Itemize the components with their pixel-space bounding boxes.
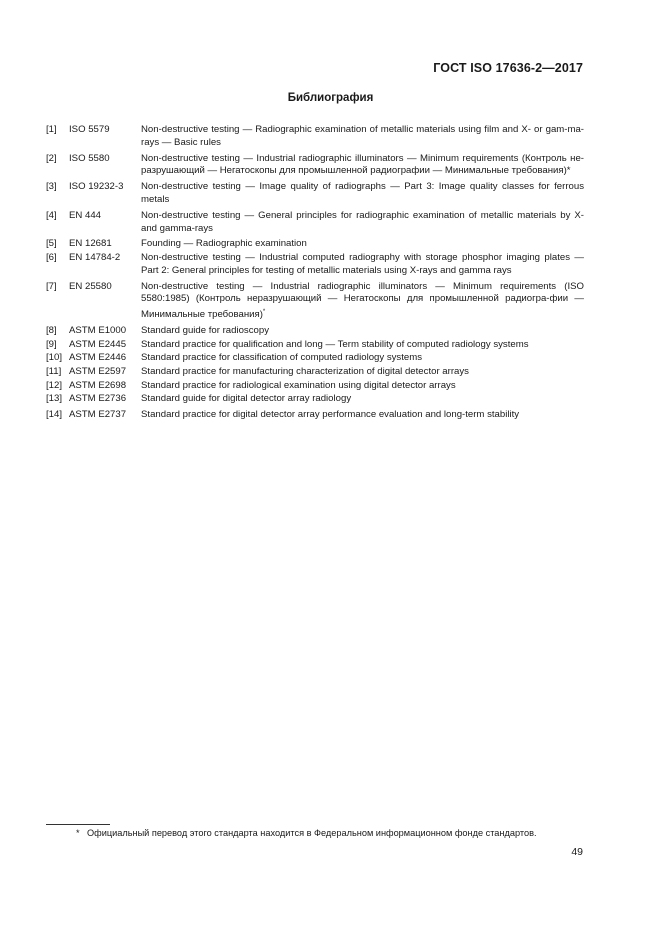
bibliography-entry-2 <box>46 153 584 179</box>
entry-code: EN 25580 <box>69 280 112 292</box>
entry-text: Non-destructive testing — Image quality of radiographs — Part 3: Image quality classes for ferrous metals <box>141 181 584 205</box>
entry-text: Standard guide for digital detector array radiology <box>141 393 352 405</box>
entry-text: Standard guide for radioscopy <box>141 325 269 337</box>
entry-text: Standard practice for classification of computed radiology systems <box>141 352 423 364</box>
bibliography-entry-7 <box>46 281 584 323</box>
entry-number: [4] <box>46 209 57 221</box>
bibliography-entry-1 <box>46 124 584 150</box>
entry-text: Standard practice for manufacturing characterization of digital detector arrays <box>141 365 469 377</box>
bibliography-entry-3 <box>46 181 584 207</box>
entry-code: ASTM E2698 <box>69 379 127 391</box>
footnote <box>76 828 537 838</box>
entry-text: Standard practice for qualification and long — Term stability of computed radiology systems <box>141 338 529 350</box>
entry-code: ISO 19232-3 <box>69 181 124 193</box>
footnote-mark: * <box>76 828 80 838</box>
entry-code: EN 14784-2 <box>69 251 121 263</box>
entry-number: [1] <box>46 124 57 135</box>
entry-code: EN 12681 <box>69 238 112 250</box>
entry-number: [12] <box>46 379 63 391</box>
entry-code: ASTM E2446 <box>69 352 127 364</box>
bibliography-list <box>46 124 584 425</box>
bibliography-entry-14 <box>46 409 584 422</box>
entry-text: Standard practice for digital detector array performance evaluation and long-term stability <box>141 408 520 420</box>
bibliography-entry-4 <box>46 210 584 236</box>
entry-number: [14] <box>46 408 63 420</box>
footnote-text: Официальный перевод этого стандарта находится в Федеральном информационном фонде стандартов. <box>87 828 537 838</box>
bibliography-entry-9 <box>46 339 584 352</box>
entry-number: [8] <box>46 325 57 337</box>
entry-number: [2] <box>46 152 57 164</box>
entry-code: ASTM E2737 <box>69 408 127 420</box>
bibliography-entry-8 <box>46 325 584 338</box>
document-id-header: ГОСТ ISO 17636-2—2017 <box>433 61 583 75</box>
entry-code: ASTM E1000 <box>69 325 127 337</box>
entry-code: EN 444 <box>69 209 101 221</box>
bibliography-entry-12 <box>46 380 584 393</box>
entry-text: Standard practice for radiological examination using digital detector arrays <box>141 379 456 391</box>
bibliography-entry-13 <box>46 393 584 406</box>
entry-text: Founding — Radiographic examination <box>141 238 307 250</box>
bibliography-entry-10 <box>46 352 584 365</box>
entry-number: [9] <box>46 338 57 350</box>
entry-number: [3] <box>46 181 57 193</box>
bibliography-entry-6 <box>46 252 584 278</box>
entry-code: ISO 5580 <box>69 152 110 164</box>
entry-text <box>141 281 584 323</box>
entry-code: ASTM E2736 <box>69 393 127 405</box>
footnote-divider <box>46 824 110 825</box>
entry-code: ISO 5579 <box>69 124 110 135</box>
bibliography-title: Библиография <box>287 92 374 104</box>
entry-text-body: Non-destructive testing — Industrial radiographic illuminators — Minimum requirements (ISO 5580:1985) (Контроль неразрушающий — Негатоскопы для промышленной радиогра-фии — Минимальные требования) <box>141 280 584 321</box>
page-number: 49 <box>571 846 583 858</box>
entry-number: [13] <box>46 393 63 405</box>
bibliography-entry-5 <box>46 238 584 251</box>
entry-number: [7] <box>46 280 57 292</box>
entry-number: [10] <box>46 352 63 364</box>
entry-text: Non-destructive testing — Industrial radiographic illuminators — Minimum requirements (Контроль не-разрушающий — Негатоскопы для промышленной радиографии — Минимальные требования)* <box>141 152 584 177</box>
entry-code: ASTM E2445 <box>69 338 127 350</box>
footnote-reference-mark: * <box>262 309 266 316</box>
entry-text: Non-destructive testing — Radiographic examination of metallic materials using film and X- or gam-ma-rays — Basic rules <box>141 124 584 148</box>
bibliography-entry-11 <box>46 366 584 379</box>
entry-code: ASTM E2597 <box>69 365 127 377</box>
entry-number: [6] <box>46 251 57 263</box>
entry-number: [11] <box>46 365 62 377</box>
entry-text: Non-destructive testing — General principles for radiographic examination of metallic materials by X- and gamma-rays <box>141 209 584 234</box>
entry-text: Non-destructive testing — Industrial computed radiography with storage phosphor imaging plates — Part 2: General principles for testing of metallic materials using X-rays and gamma rays <box>141 251 584 276</box>
entry-number: [5] <box>46 238 57 250</box>
